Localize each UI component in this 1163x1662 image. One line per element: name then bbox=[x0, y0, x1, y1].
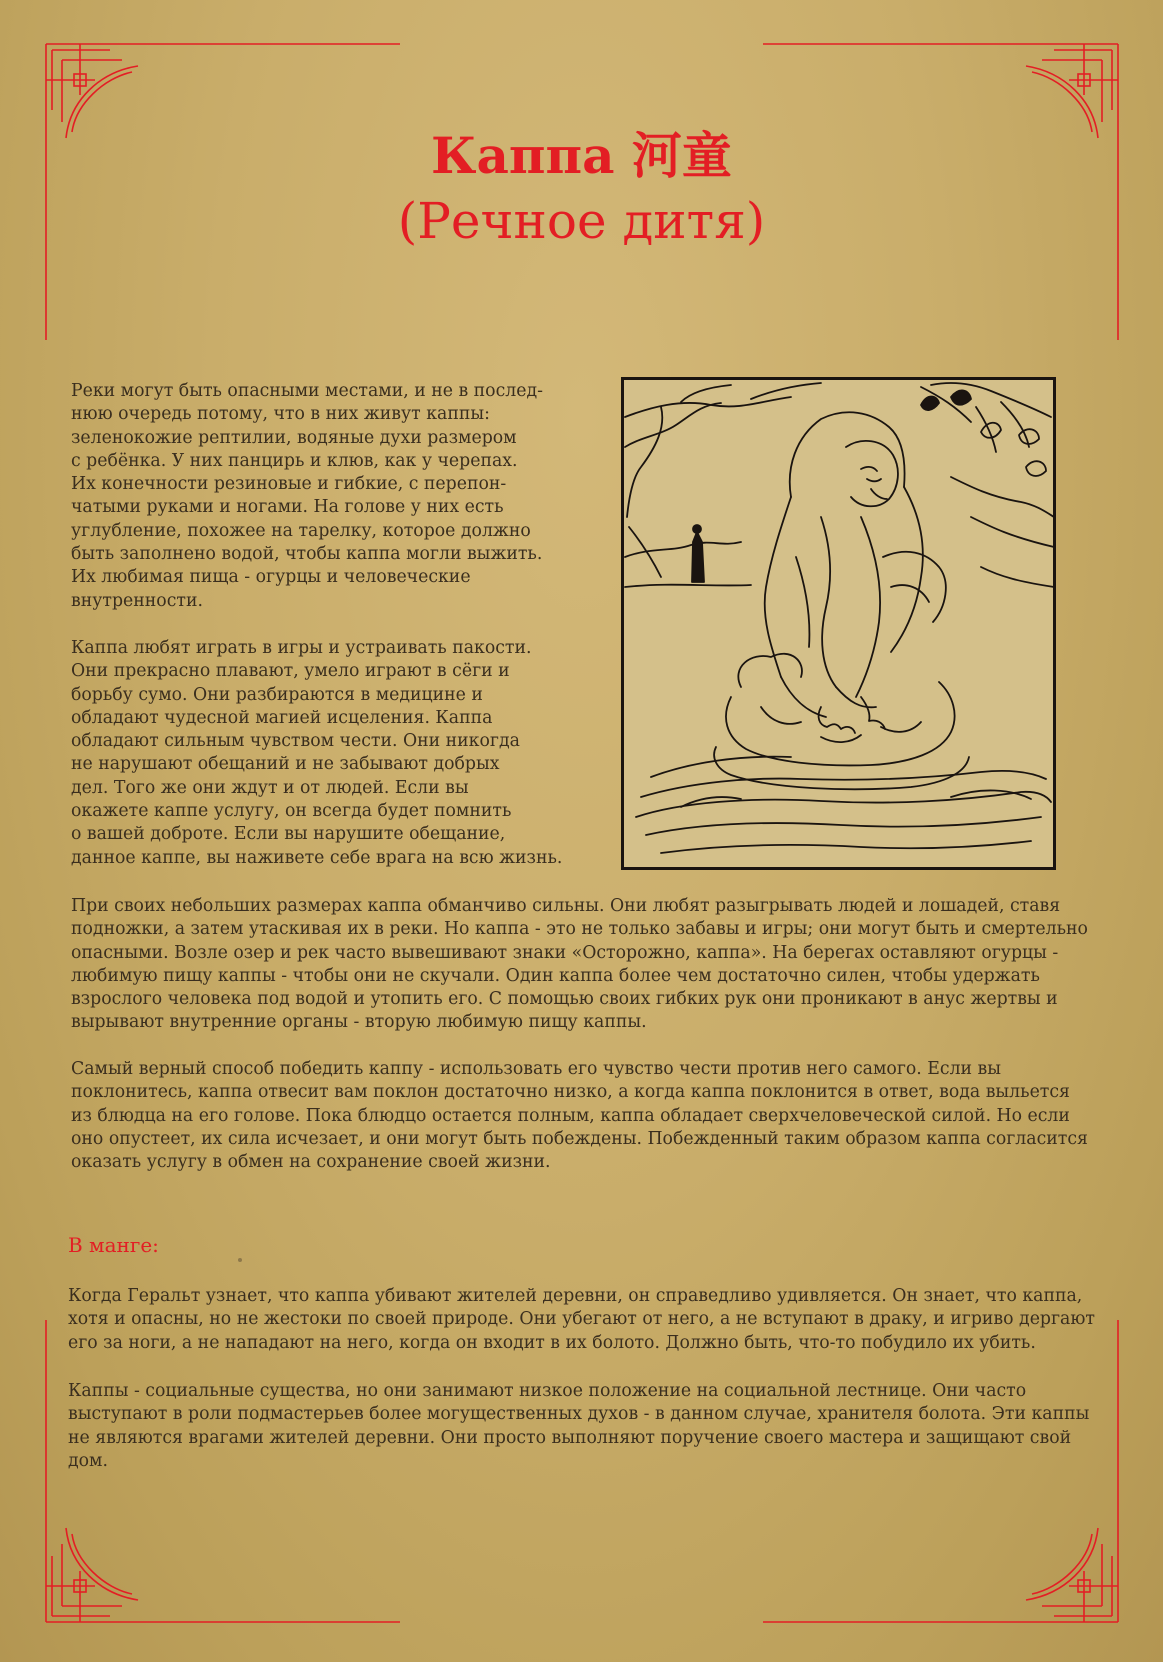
text-line: Самый верный способ победить каппу - использовать его чувство чести против него самого. Если вы bbox=[71, 1059, 1002, 1079]
text-line: углубление, похожее на тарелку, которое должно bbox=[71, 520, 531, 541]
text-line: вырывают внутренние органы - вторую любимую пищу каппы. bbox=[71, 1012, 647, 1033]
paragraph-intro bbox=[71, 380, 543, 613]
text-line: оно опустеет, их сила исчезает, и они могут быть побеждены. Побежденный таким образом каппа согласится bbox=[71, 1128, 1088, 1149]
text-line: поклонитесь, каппа отвесит вам поклон достаточно низко, а когда каппа поклонится в ответ, вода выльется bbox=[71, 1082, 1070, 1103]
text-line: дом. bbox=[68, 1450, 108, 1471]
text-line: Каппы - социальные существа, но они занимают низкое положение на социальной лестнице. Они часто bbox=[68, 1381, 1027, 1401]
text-line: подножки, а затем утаскивая их в реки. Но каппа - это не только забавы и игры; они могут быть и смертельно bbox=[71, 919, 1088, 940]
text-line: его за ноги, а не нападают на него, когда он входит в их болото. Должно быть, что-то побудило их убить. bbox=[68, 1332, 1036, 1353]
manga-section-heading: В манге: bbox=[68, 1233, 159, 1257]
text-line: любимую пищу каппы - чтобы они не скучали. Один каппа более чем достаточно силен, чтобы удержать bbox=[71, 965, 1040, 986]
text-line: данное каппе, вы наживете себе врага на всю жизнь. bbox=[71, 847, 563, 868]
text-line: обладают сильным чувством чести. Они никогда bbox=[71, 731, 520, 752]
text-line: не нарушают обещаний и не забывают добрых bbox=[71, 754, 500, 775]
text-line: обладают чудесной магией исцеления. Каппа bbox=[71, 707, 493, 728]
text-line: Реки могут быть опасными местами, и не в послед- bbox=[71, 381, 543, 401]
text-line: Когда Геральт узнает, что каппа убивают жителей деревни, он справедливо удивляется. Он знает, что каппа, bbox=[68, 1286, 1083, 1306]
paragraph-manga-1 bbox=[68, 1285, 1095, 1355]
paragraph-defeat bbox=[71, 1058, 1088, 1174]
text-line: оказать услугу в обмен на сохранение своей жизни. bbox=[71, 1152, 551, 1173]
paragraph-nature bbox=[71, 637, 562, 870]
text-line: взрослого человека под водой и утопить его. С помощью своих гибких рук они проникают в анус жертвы и bbox=[71, 989, 1058, 1010]
text-line: борьбу сумо. Они разбираются в медицине и bbox=[71, 684, 483, 705]
text-line: Каппа любят играть в игры и устраивать пакости. bbox=[71, 638, 532, 658]
text-line: Их конечности резиновые и гибкие, с перепон- bbox=[71, 474, 507, 495]
text-line: хотя и опасны, но не жестоки по своей природе. Они убегают от него, а не вступают в драку, и игриво дергают bbox=[68, 1309, 1095, 1330]
kappa-illustration-icon bbox=[621, 377, 1056, 870]
paper-speck bbox=[238, 1258, 242, 1262]
text-line: Они прекрасно плавают, умело играют в сёги и bbox=[71, 661, 510, 682]
text-line: выступают в роли подмастерьев более могущественных духов - в данном случае, хранителя болота. Эти каппы bbox=[68, 1404, 1090, 1425]
paragraph-danger bbox=[71, 895, 1088, 1035]
text-line: зеленокожие рептилии, водяные духи размером bbox=[71, 427, 517, 448]
text-line: внутренности. bbox=[71, 590, 203, 611]
text-line: При своих небольших размерах каппа обманчиво сильны. Они любят разыгрывать людей и лошадей, ставя bbox=[71, 896, 1061, 916]
page-subtitle: (Речное дитя) bbox=[397, 192, 766, 250]
text-line: с ребёнка. У них панцирь и клюв, как у черепах. bbox=[71, 450, 518, 471]
page-title: Каппа 河童 bbox=[431, 126, 732, 185]
text-line: окажете каппе услугу, он всегда будет помнить bbox=[71, 801, 512, 822]
paragraph-manga-2 bbox=[68, 1380, 1089, 1473]
text-line: быть заполнено водой, чтобы каппа могли выжить. bbox=[71, 544, 543, 565]
text-line: дел. Того же они ждут и от людей. Если вы bbox=[71, 777, 469, 798]
text-line: нюю очередь потому, что в них живут каппы: bbox=[71, 404, 490, 425]
text-line: о вашей доброте. Если вы нарушите обещание, bbox=[71, 824, 506, 845]
text-line: чатыми руками и ногами. На голове у них есть bbox=[71, 497, 504, 518]
text-line: из блюдца на его голове. Пока блюдцо остается полным, каппа обладает сверхчеловеческой силой. Но если bbox=[71, 1105, 1070, 1126]
text-line: Их любимая пища - огурцы и человеческие bbox=[71, 567, 471, 588]
text-line: опасными. Возле озер и рек часто вывешивают знаки «Осторожно, каппа». На берегах оставляют огурцы - bbox=[71, 942, 1059, 963]
text-line: не являются врагами жителей деревни. Они просто выполняют поручение своего мастера и защищают свой bbox=[68, 1427, 1072, 1448]
